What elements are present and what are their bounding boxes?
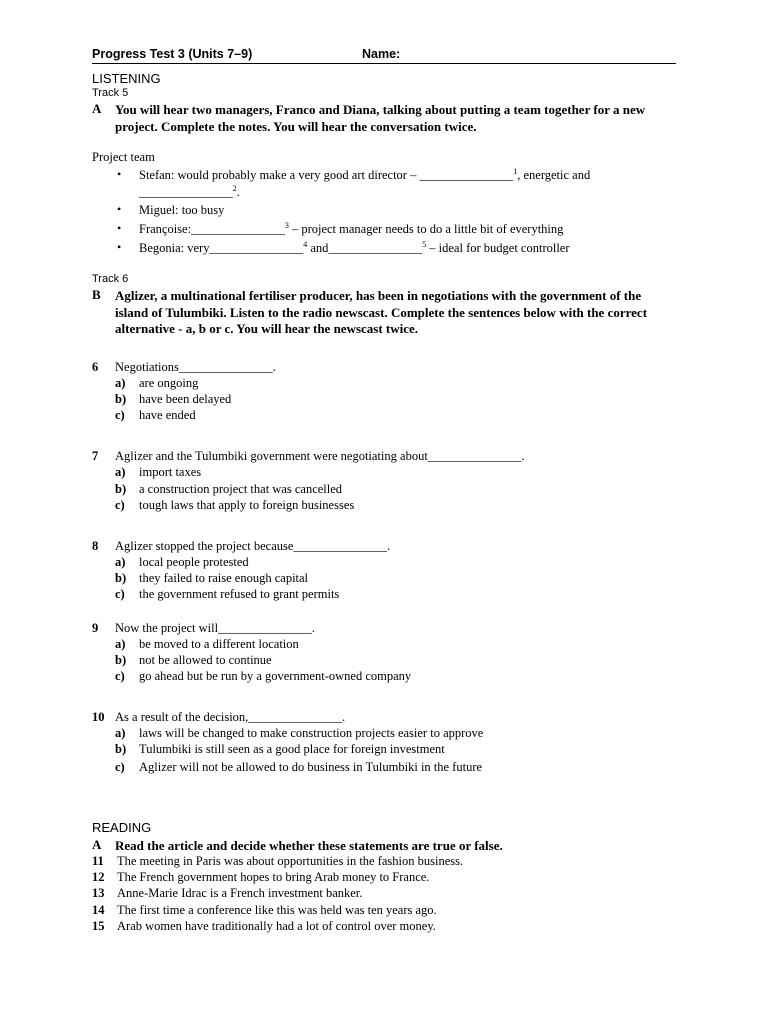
notes-title: Project team (92, 150, 155, 164)
note-miguel: Miguel: too busy (139, 203, 225, 217)
option-text: import taxes (139, 465, 202, 479)
option-letter: c) (115, 669, 125, 683)
statement-number: 15 (92, 919, 105, 933)
option-letter: a) (115, 376, 126, 390)
question-number: 10 (92, 710, 105, 724)
option-letter: a) (115, 555, 126, 569)
option-letter: c) (115, 760, 125, 774)
note-begonia: Begonia: very_______________$^4$ and_______________$^5$ – ideal for budget controller (139, 240, 570, 255)
statement-text: The French government hopes to bring Arab money to France. (117, 870, 430, 884)
bullet-icon: • (117, 167, 122, 181)
bullet-icon: • (117, 240, 122, 254)
statement-number: 11 (92, 854, 104, 868)
part-a-instruction-line1: You will hear two managers, Franco and Diana, talking about putting a team together for a new (115, 102, 646, 117)
option-letter: c) (115, 587, 125, 601)
note-stefan-cont: _______________$^2$. (139, 184, 240, 199)
question-stem: Negotiations_______________. (115, 360, 276, 374)
question-stem: Now the project will_______________. (115, 621, 315, 635)
question-number: 6 (92, 360, 99, 374)
option-text: have been delayed (139, 392, 232, 406)
bullet-icon: • (117, 202, 122, 216)
statement-number: 14 (92, 903, 105, 917)
option-text: Tulumbiki is still seen as a good place for foreign investment (139, 742, 445, 756)
option-text: not be allowed to continue (139, 653, 272, 667)
note-francoise: Françoise:_______________$^3$ – project manager needs to do a little bit of everything (139, 221, 564, 236)
part-b-letter: B (92, 287, 101, 302)
option-text: be moved to a different location (139, 637, 299, 651)
option-text: the government refused to grant permits (139, 587, 340, 601)
part-b-instruction-line1: Aglizer, a multinational fertiliser producer, has been in negotiations with the government of the (115, 288, 642, 303)
part-b-instruction-line3: alternative - a, b or c. You will hear the newscast twice. (115, 321, 419, 336)
listening-heading: LISTENING (92, 71, 161, 86)
question-number: 8 (92, 539, 99, 553)
part-a-instruction-line2: project. Complete the notes. You will hear the conversation twice. (115, 119, 477, 134)
option-letter: c) (115, 408, 125, 422)
statement-text: Arab women have traditionally had a lot of control over money. (117, 919, 436, 933)
option-text: tough laws that apply to foreign businesses (139, 498, 355, 512)
option-text: have ended (139, 408, 196, 422)
reading-instruction: Read the article and decide whether these statements are true or false. (115, 838, 503, 853)
question-number: 7 (92, 449, 99, 463)
option-letter: b) (115, 392, 127, 406)
track-5-label: Track 5 (92, 87, 129, 99)
option-letter: a) (115, 726, 126, 740)
statement-text: The meeting in Paris was about opportunities in the fashion business. (117, 854, 464, 868)
option-letter: c) (115, 498, 125, 512)
test-title: Progress Test 3 (Units 7–9) (92, 47, 253, 61)
option-text: are ongoing (139, 376, 199, 390)
statement-number: 12 (92, 870, 105, 884)
option-text: a construction project that was cancelled (139, 482, 343, 496)
option-text: they failed to raise enough capital (139, 571, 309, 585)
option-text: go ahead but be run by a government-owned company (139, 669, 412, 683)
bullet-icon: • (117, 221, 122, 235)
statement-number: 13 (92, 886, 105, 900)
part-a-letter: A (92, 101, 102, 116)
option-letter: b) (115, 571, 127, 585)
option-letter: a) (115, 465, 126, 479)
question-number: 9 (92, 621, 99, 635)
option-letter: b) (115, 653, 127, 667)
part-b-instruction-line2: island of Tulumbiki. Listen to the radio newscast. Complete the sentences below with the correct (115, 305, 648, 320)
option-letter: b) (115, 742, 127, 756)
option-text: Aglizer will not be allowed to do business in Tulumbiki in the future (139, 760, 483, 774)
question-stem: Aglizer and the Tulumbiki government were negotiating about_______________. (115, 449, 525, 463)
question-stem: As a result of the decision,_______________. (115, 710, 346, 724)
reading-heading: READING (92, 820, 152, 835)
option-letter: b) (115, 482, 127, 496)
reading-part-a-letter: A (92, 837, 102, 852)
track-6-label: Track 6 (92, 273, 129, 285)
question-stem: Aglizer stopped the project because_______________. (115, 539, 391, 553)
option-text: laws will be changed to make construction projects easier to approve (139, 726, 484, 740)
note-stefan: Stefan: would probably make a very good art director – _______________$^1$, energetic and (139, 167, 591, 182)
statement-text: Anne-Marie Idrac is a French investment banker. (117, 886, 363, 900)
header-rule (92, 63, 676, 64)
option-letter: a) (115, 637, 126, 651)
option-text: local people protested (139, 555, 249, 569)
statement-text: The first time a conference like this was held was ten years ago. (117, 903, 437, 917)
name-label: Name: (362, 47, 401, 61)
